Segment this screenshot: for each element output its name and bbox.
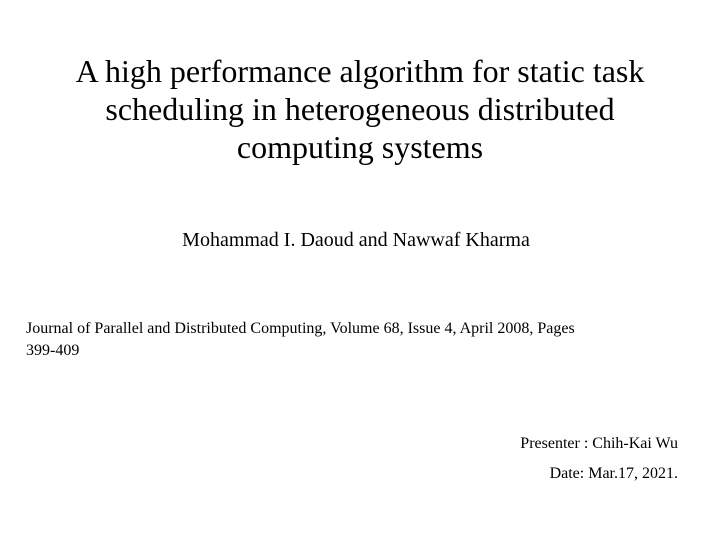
title-line-1: A high performance algorithm for static task (75, 53, 645, 89)
presenter: Presenter : Chih-Kai Wu (520, 435, 678, 452)
slide-title (20, 52, 700, 166)
presentation-date: Date: Mar.17, 2021. (549, 465, 678, 482)
title-line-3: computing systems (236, 129, 484, 165)
journal-citation-line-2: 399-409 (26, 342, 80, 359)
journal-citation-line-1: Journal of Parallel and Distributed Computing, Volume 68, Issue 4, April 2008, Pages (26, 320, 575, 337)
title-line-2: scheduling in heterogeneous distributed (105, 91, 615, 127)
authors: Mohammad I. Daoud and Nawwaf Kharma (182, 229, 530, 251)
journal-citation (26, 318, 716, 362)
